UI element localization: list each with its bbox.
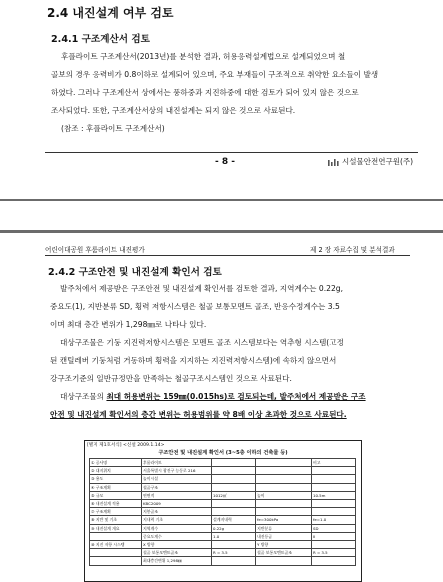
certificate-cell: Ⅱ <box>312 532 356 540</box>
certificate-cell: ⑥ 내진설계 적용 <box>90 500 142 508</box>
paragraph-line: 하였다. 그러나 구조계산서 상에서는 풍하중과 지진하중에 대한 검토가 되어 있지 않은 것으로 <box>51 88 359 97</box>
certificate-cell <box>256 459 312 467</box>
emphasis-line: 안전 및 내진설계 확인서의 층간 변위는 허용범위를 약 8배 이상 초과한 것으로 사료된다. <box>50 410 347 419</box>
certificate-cell: 1.0 <box>212 532 256 540</box>
certificate-cell: ⑧ 지반 및 기초 <box>90 516 142 524</box>
certificate-row <box>90 549 356 557</box>
embedded-certificate-scan <box>84 440 362 582</box>
paragraph-line: 발주처에서 제공받은 구조안전 및 내진설계 확인서를 검토한 결과, 지역계수는 0.22g, <box>60 284 344 293</box>
form-title: 구조안전 및 내진설계 확인서 (3~5층 이하의 건축물 등) <box>158 450 288 456</box>
section-title: 2.4 내진설계 여부 검토 <box>47 6 174 20</box>
certificate-cell <box>256 475 312 483</box>
certificate-cell <box>312 483 356 491</box>
certificate-row <box>90 475 356 483</box>
certificate-cell <box>256 500 312 508</box>
certificate-cell <box>312 508 356 516</box>
certificate-cell: 높이 <box>256 491 312 499</box>
certificate-cell <box>256 508 312 516</box>
paragraph-line: 이며 최대 층간 변위가 1,298㎜로 나타나 있다. <box>50 320 207 329</box>
certificate-row <box>90 491 356 499</box>
form-tag: [별지 제1호서식] <신설 2009.1.14> <box>87 443 165 448</box>
certificate-cell <box>312 475 356 483</box>
certificate-cell: 후룸라이트 <box>142 459 212 467</box>
certificate-cell: Y 방향 <box>256 541 312 549</box>
certificate-cell: 서울특별시 광진구 능동로 216 <box>142 467 212 475</box>
certificate-cell: R = 3.5 <box>212 549 256 557</box>
certificate-cell: 철골 보통모멘트골조 <box>142 549 212 557</box>
certificate-row <box>90 467 356 475</box>
certificate-cell: ③ 용도 <box>90 475 142 483</box>
certificate-cell: 0.22g <box>212 524 256 532</box>
certificate-row <box>90 524 356 532</box>
body-paragraph <box>51 48 423 138</box>
certificate-cell <box>90 549 142 557</box>
certificate-cell: 내진등급 <box>256 532 312 540</box>
certificate-cell: 지내력 기초 <box>142 516 212 524</box>
certificate-cell: 지반분류 <box>256 524 312 532</box>
document-page-1 <box>0 0 443 196</box>
certificate-table <box>89 458 356 566</box>
publisher-label <box>328 156 413 167</box>
paragraph-line: 조사되었다. 또한, 구조계산서상의 내진설계는 되지 않은 것으로 사료된다. <box>51 106 296 115</box>
reference-note: (참조 : 후플라이트 구조계산서) <box>61 124 165 133</box>
certificate-cell: 철골구조 <box>142 483 212 491</box>
certificate-cell <box>256 467 312 475</box>
paragraph-line: 된 캔틸레버 기둥처럼 거동하며 횡력을 지지하는 지진력저항시스템)에 속하지 않으면서 <box>50 356 337 365</box>
certificate-cell: ⑤ 규모 <box>90 491 142 499</box>
certificate-cell <box>212 557 256 565</box>
publisher-name: 시설물안전연구원(주) <box>342 157 414 166</box>
running-header-left: 어린이대공원 후룸라이트 내진평가 <box>45 246 145 254</box>
certificate-cell <box>212 500 256 508</box>
certificate-row <box>90 516 356 524</box>
certificate-cell: 최대층간변위 1,298㎜ <box>142 557 212 565</box>
certificate-cell <box>256 557 312 565</box>
body-paragraph <box>50 280 426 424</box>
certificate-cell <box>90 557 142 565</box>
certificate-cell: 지역계수 <box>142 524 212 532</box>
header-rule <box>45 255 410 256</box>
certificate-cell <box>312 557 356 565</box>
certificate-cell: 설계지내력 <box>212 516 256 524</box>
certificate-cell <box>212 541 256 549</box>
certificate-cell: R = 3.5 <box>312 549 356 557</box>
page-separator <box>0 199 443 201</box>
emphasis-text: 최대 허용변위는 159㎜(0.015hs)로 검토되는데, 발주처에서 제공받은 구조 <box>106 392 366 401</box>
certificate-cell <box>212 467 256 475</box>
certificate-cell: ⑦ 구조계획 <box>90 508 142 516</box>
certificate-row <box>90 541 356 549</box>
certificate-cell: 비고 <box>312 459 356 467</box>
certificate-cell: 철골 보통모멘트골조 <box>256 549 312 557</box>
certificate-cell <box>212 459 256 467</box>
certificate-cell: KBC2009 <box>142 500 212 508</box>
page-separator <box>0 230 443 233</box>
document-page-2 <box>0 238 443 582</box>
subsection-title: 2.4.1 구조계산서 검토 <box>51 34 150 45</box>
certificate-cell: 10.5m <box>312 491 356 499</box>
certificate-row <box>90 557 356 565</box>
company-logo-icon <box>328 159 340 166</box>
footer-rule <box>45 152 418 153</box>
certificate-cell: ① 공사명 <box>90 459 142 467</box>
certificate-cell <box>312 541 356 549</box>
certificate-cell: 지붕골조 <box>142 508 212 516</box>
certificate-cell: SD <box>312 524 356 532</box>
paragraph-line: 후플라이트 구조계산서(2013년)를 분석한 결과, 허용응력설계법으로 설계되었으며 철 <box>61 52 346 61</box>
certificate-row <box>90 459 356 467</box>
paragraph-line: 강구조기준의 일반규정만을 만족하는 철골구조시스템인 것으로 사료된다. <box>50 374 292 383</box>
paragraph-text: 대상구조물의 <box>60 392 107 401</box>
certificate-cell <box>212 483 256 491</box>
certificate-row <box>90 483 356 491</box>
certificate-cell: ④ 구조계획 <box>90 483 142 491</box>
paragraph-line: 중요도(1), 지반분류 SD, 횡력 저항시스템은 철골 보통모멘트 골조, 반응수정계수는 3.5 <box>50 302 340 311</box>
certificate-cell <box>256 483 312 491</box>
certificate-cell: 1012㎡ <box>212 491 256 499</box>
subsection-title: 2.4.2 구조안전 및 내진설계 확인서 검토 <box>48 267 222 278</box>
certificate-cell <box>212 508 256 516</box>
certificate-cell: ⑩ 지진 저항 시스템 <box>90 541 142 549</box>
certificate-cell <box>312 500 356 508</box>
paragraph-line: 골보의 경우 응력비가 0.8이하로 설계되어 있으며, 주요 부재들이 구조적으로 취약한 요소들이 발생 <box>51 70 379 79</box>
page-number: - 8 - <box>215 157 235 167</box>
paragraph-line <box>50 388 426 406</box>
certificate-cell: ② 대지위치 <box>90 467 142 475</box>
certificate-cell: X 방향 <box>142 541 212 549</box>
certificate-cell <box>212 475 256 483</box>
certificate-row <box>90 508 356 516</box>
certificate-cell: ⑨ 내진설계 개요 <box>90 524 142 532</box>
certificate-cell: fe=1.0 <box>312 516 356 524</box>
running-header-right: 제 2 장 자료수집 및 분석결과 <box>310 246 395 254</box>
certificate-cell: 연면적 <box>142 491 212 499</box>
certificate-cell: fe=300kPa <box>256 516 312 524</box>
certificate-cell: 중요도계수 <box>142 532 212 540</box>
certificate-cell <box>90 532 142 540</box>
certificate-row <box>90 532 356 540</box>
paragraph-line: 대상구조물은 기둥 지진력저항시스템은 모멘트 골조 시스템보다는 역추형 시스템(고정 <box>60 338 344 347</box>
certificate-cell: 놀이시설 <box>142 475 212 483</box>
certificate-cell <box>312 467 356 475</box>
certificate-row <box>90 500 356 508</box>
